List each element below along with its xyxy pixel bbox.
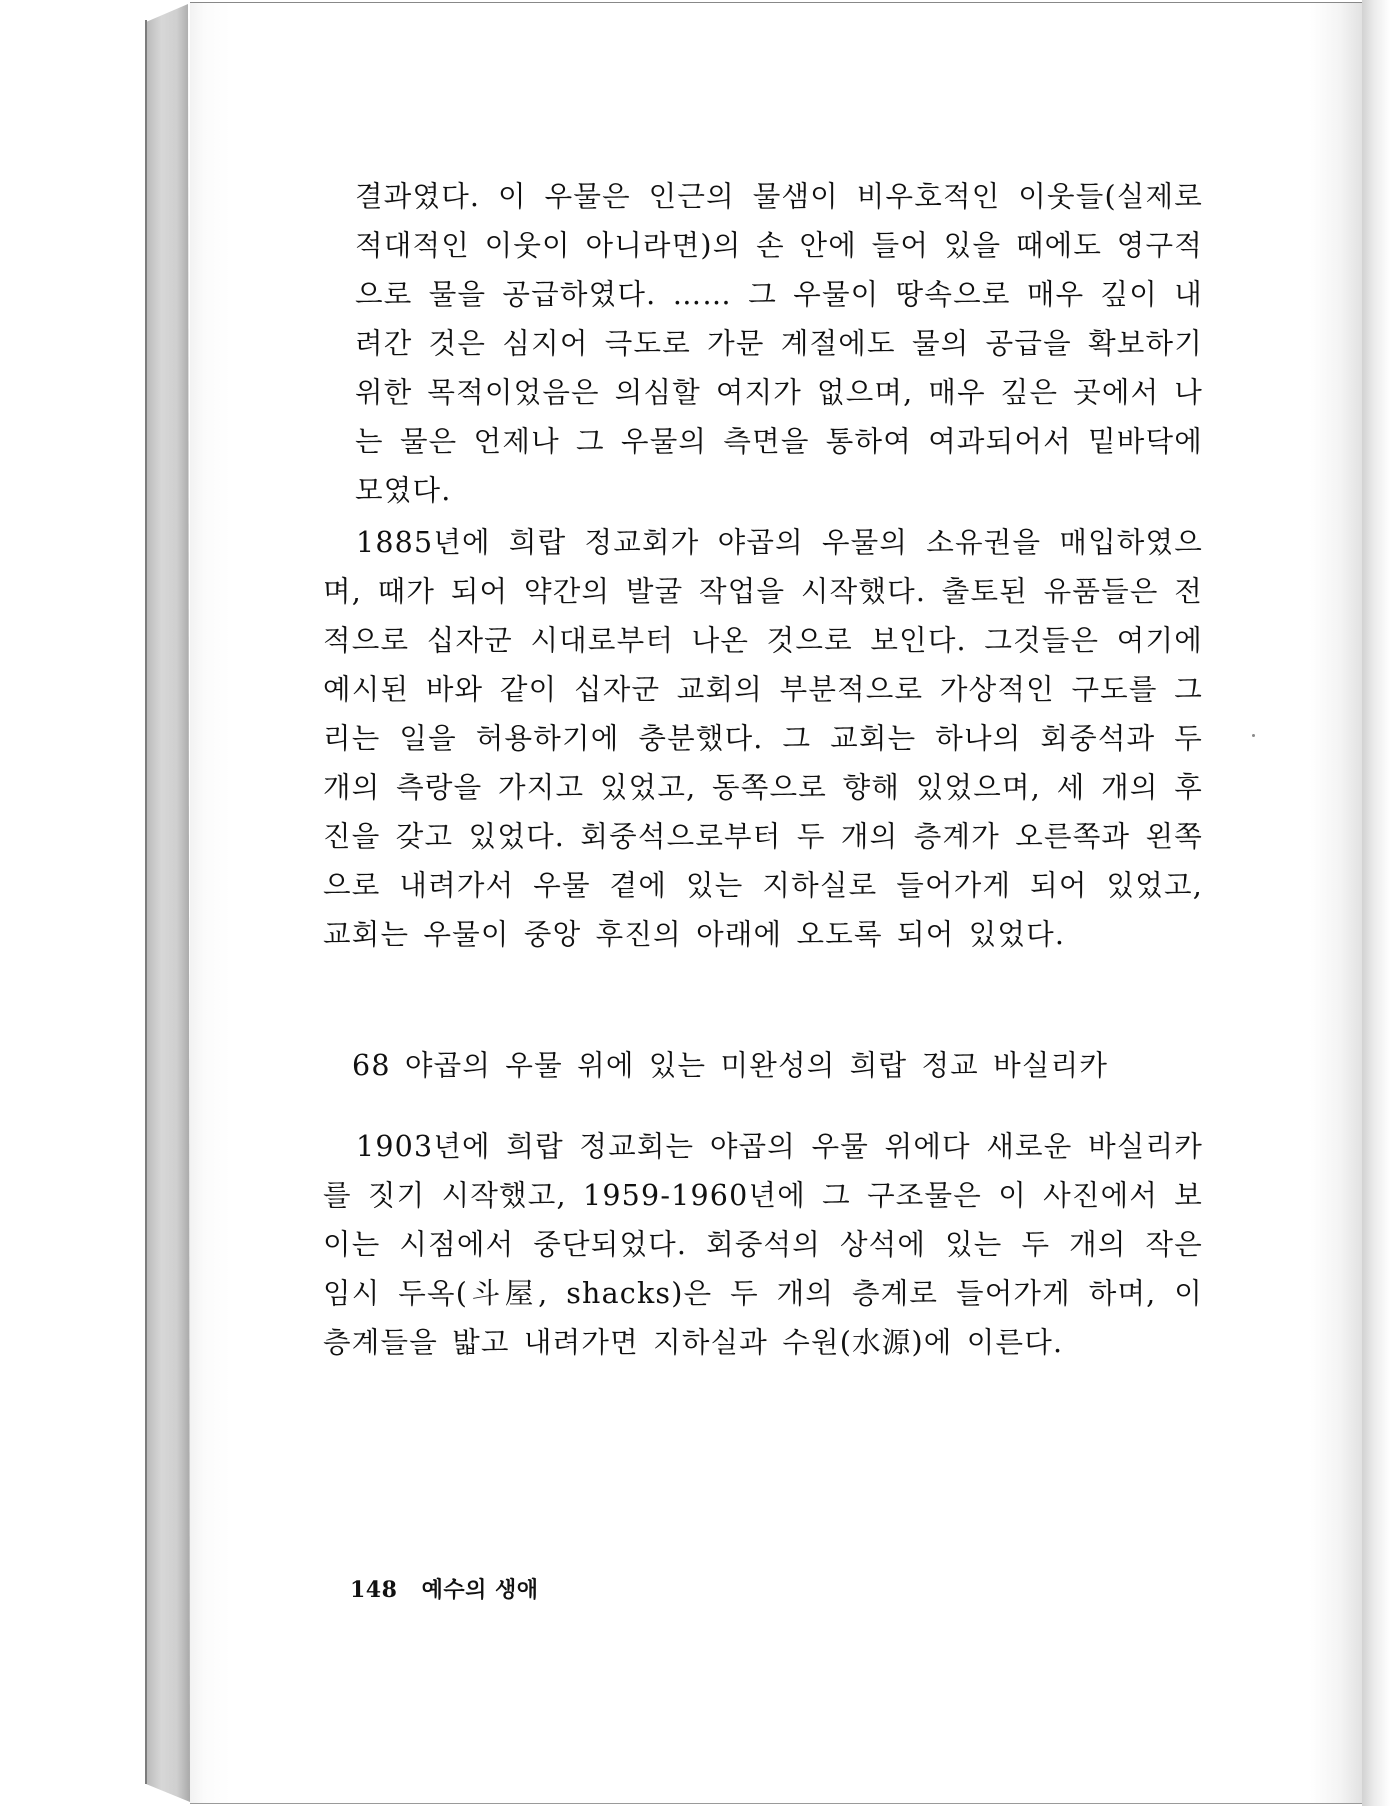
block-quote-paragraph: 결과였다. 이 우물은 인근의 물샘이 비우호적인 이웃들(실제로 적대적인 이웃이 아니라면)의 손 안에 들어 있을 때에도 영구적으로 물을 공급하였다. …… 그 우물이 땅속으로 매우 깊이 내려간 것은 심지어 극도로 가문 계절에도 물의 공급을 확보하기 위한 목적이었음은 의심할 여지가 없으며, 매우 깊은 곳에서 나는 물은 언제나 그 우물의 측면을 통하여 여과되어서 밑바닥에 모였다. bbox=[355, 180, 1203, 507]
page-number: 148 bbox=[350, 1577, 398, 1603]
page-top-edge bbox=[190, 2, 1362, 3]
figure-caption: 68 야곱의 우물 위에 있는 미완성의 희랍 정교 바실리카 bbox=[352, 1049, 1109, 1082]
page-right-shadow bbox=[1362, 0, 1390, 1806]
running-title: 예수의 생애 bbox=[421, 1577, 539, 1603]
page-footer bbox=[350, 1574, 539, 1606]
body-paragraph-2: 1903년에 희랍 정교회는 야곱의 우물 위에다 새로운 바실리카를 짓기 시작했고, 1959-1960년에 그 구조물은 이 사진에서 보이는 시점에서 중단되었다. 회중석의 상석에 있는 두 개의 작은 임시 두옥(斗屋, shacks)은 두 개의 층계로 들어가게 하며, 이 층계들을 밟고 내려가면 지하실과 수원(水源)에 이른다. bbox=[323, 1130, 1203, 1359]
spine-edge-line bbox=[145, 20, 147, 1784]
page-speck bbox=[1252, 734, 1255, 737]
book-spine bbox=[146, 4, 190, 1802]
body-paragraph-1: 1885년에 희랍 정교회가 야곱의 우물의 소유권을 매입하였으며, 때가 되어 약간의 발굴 작업을 시작했다. 출토된 유품들은 전적으로 십자군 시대로부터 나온 것으로 보인다. 그것들은 여기에 예시된 바와 같이 십자군 교회의 부분적으로 가상적인 구도를 그리는 일을 허용하기에 충분했다. 그 교회는 하나의 회중석과 두 개의 측랑을 가지고 있었고, 동쪽으로 향해 있었으며, 세 개의 후진을 갖고 있었다. 회중석으로부터 두 개의 층계가 오른쪽과 왼쪽으로 내려가서 우물 곁에 있는 지하실로 들어가게 되어 있었고, 교회는 우물이 중앙 후진의 아래에 오도록 되어 있었다. bbox=[323, 526, 1203, 951]
